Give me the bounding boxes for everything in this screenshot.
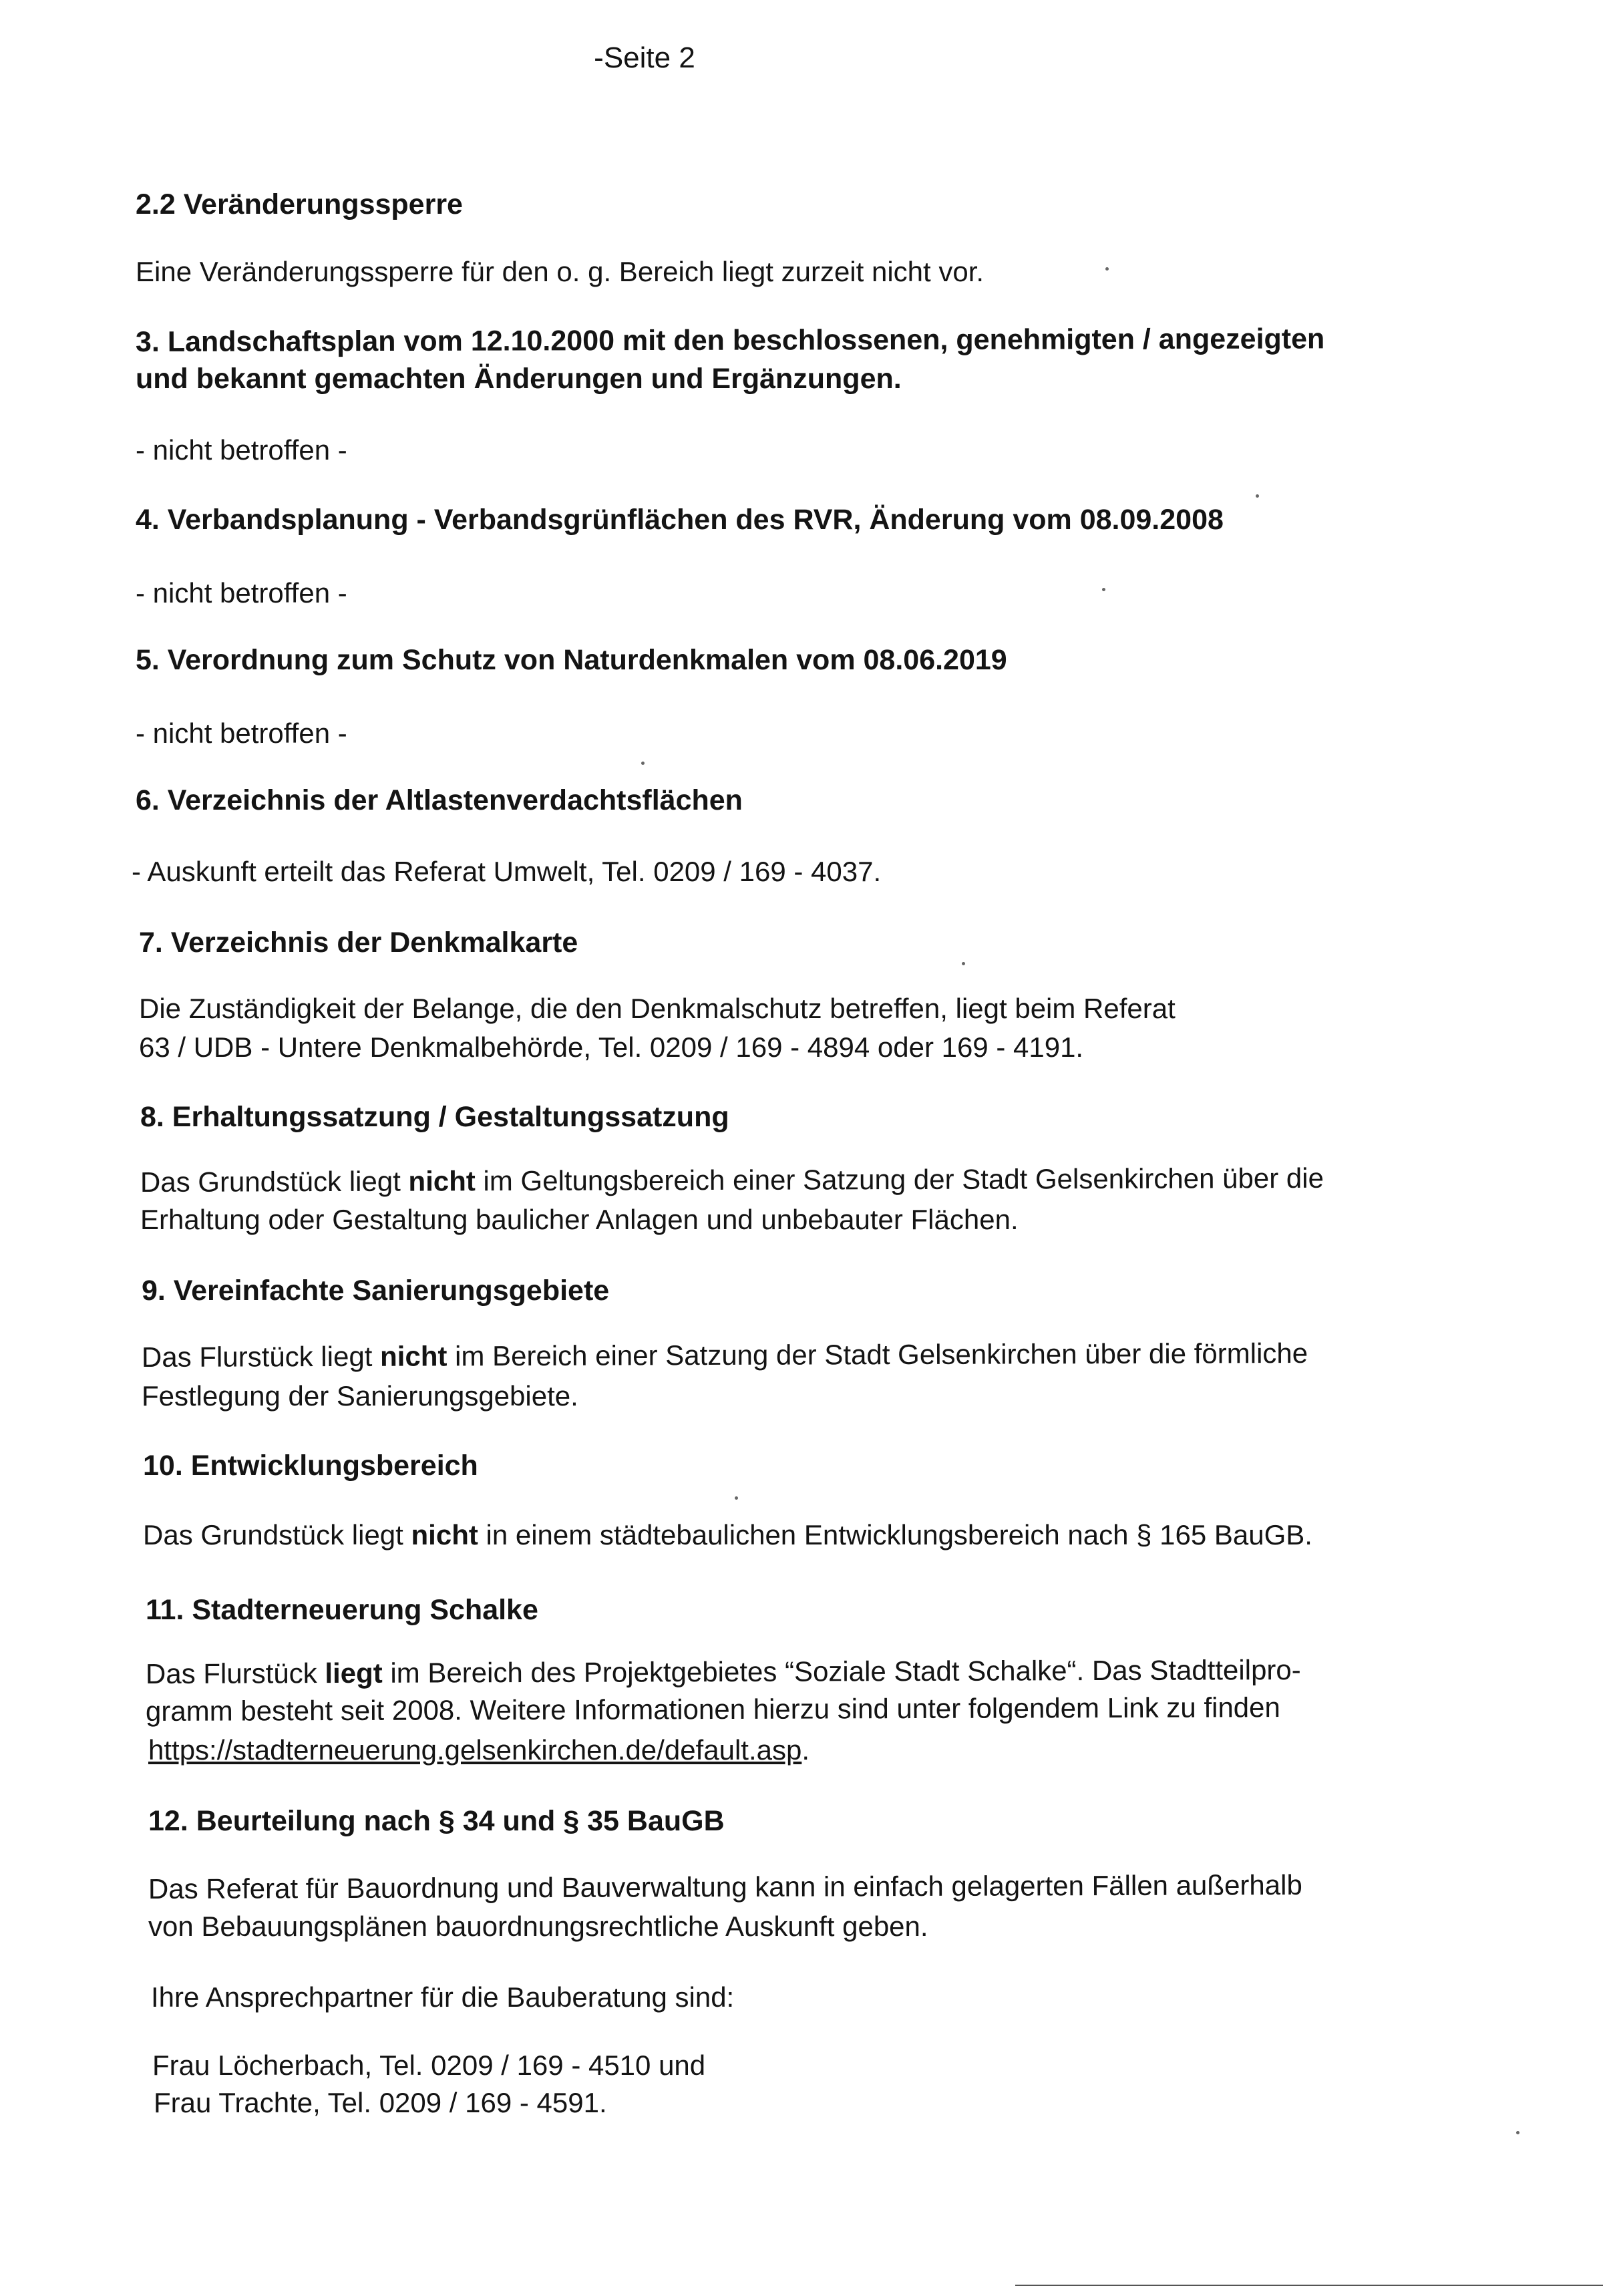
section-heading-2-2: 2.2 Veränderungssperre	[136, 188, 463, 220]
section-heading-3-line2: und bekannt gemachten Änderungen und Ergänzungen.	[136, 363, 902, 395]
section-heading-12: 12. Beurteilung nach § 34 und § 35 BauGB	[148, 1805, 725, 1837]
section-heading-11: 11. Stadterneuerung Schalke	[146, 1594, 538, 1626]
scan-speck	[1102, 588, 1105, 591]
section-heading-6: 6. Verzeichnis der Altlastenverdachtsflächen	[136, 784, 743, 816]
section-text-4: - nicht betroffen -	[136, 577, 347, 609]
section-text-8-line1: Das Grundstück liegt nicht im Geltungsbereich einer Satzung der Stadt Gelsenkirchen über die	[140, 1162, 1324, 1198]
scan-speck	[962, 962, 965, 965]
contact-intro: Ihre Ansprechpartner für die Bauberatung sind:	[151, 1981, 735, 2013]
page-number-header: -Seite 2	[594, 41, 695, 74]
contact-loecherbach: Frau Löcherbach, Tel. 0209 / 169 - 4510 und	[152, 2049, 706, 2081]
section-heading-7: 7. Verzeichnis der Denkmalkarte	[139, 927, 578, 959]
emphasis-nicht: nicht	[408, 1165, 476, 1197]
section-heading-3-line1: 3. Landschaftsplan vom 12.10.2000 mit den beschlossenen, genehmigten / angezeigten	[135, 323, 1325, 358]
section-text-8-line2: Erhaltung oder Gestaltung baulicher Anlagen und unbebauter Flächen.	[140, 1204, 1019, 1235]
section-text-12-line1: Das Referat für Bauordnung und Bauverwaltung kann in einfach gelagerten Fällen außerhalb	[148, 1868, 1302, 1905]
scan-speck	[1105, 267, 1109, 271]
section-text-11-line3: https://stadterneuerung.gelsenkirchen.de/default.asp.	[148, 1734, 810, 1766]
scan-speck	[1256, 494, 1259, 498]
section-heading-9: 9. Vereinfachte Sanierungsgebiete	[142, 1275, 610, 1307]
scan-speck	[735, 1496, 738, 1500]
bottom-rule	[1015, 2285, 1603, 2286]
section-text-11-line1: Das Flurstück liegt im Bereich des Projektgebietes “Soziale Stadt Schalke“. Das Stadtteilpro-	[145, 1653, 1301, 1689]
section-text-10: Das Grundstück liegt nicht in einem städtebaulichen Entwicklungsbereich nach § 165 BauGB.	[143, 1519, 1312, 1550]
section-text-11-line2: gramm besteht seit 2008. Weitere Informationen hierzu sind unter folgendem Link zu finden	[145, 1691, 1280, 1727]
section-text-7-line1: Die Zuständigkeit der Belange, die den Denkmalschutz betreffen, liegt beim Referat	[139, 993, 1176, 1024]
section-heading-5: 5. Verordnung zum Schutz von Naturdenkmalen vom 08.06.2019	[136, 644, 1007, 676]
section-heading-10: 10. Entwicklungsbereich	[143, 1450, 478, 1482]
section-text-3: - nicht betroffen -	[136, 434, 347, 466]
scan-speck	[1516, 2131, 1519, 2134]
section-text-7-line2: 63 / UDB - Untere Denkmalbehörde, Tel. 0209 / 169 - 4894 oder 169 - 4191.	[139, 1031, 1084, 1063]
section-heading-8: 8. Erhaltungssatzung / Gestaltungssatzung	[140, 1101, 729, 1133]
section-text-12-line2: von Bebauungsplänen bauordnungsrechtliche Auskunft geben.	[148, 1911, 928, 1942]
scan-speck	[641, 762, 645, 765]
emphasis-liegt: liegt	[325, 1657, 383, 1689]
section-text-9-line1: Das Flurstück liegt nicht im Bereich einer Satzung der Stadt Gelsenkirchen über die förmliche	[141, 1337, 1308, 1373]
emphasis-nicht: nicht	[380, 1340, 448, 1372]
section-heading-4: 4. Verbandsplanung - Verbandsgrünflächen des RVR, Änderung vom 08.09.2008	[136, 504, 1224, 536]
section-text-5: - nicht betroffen -	[136, 717, 347, 749]
stadterneuerung-link[interactable]: https://stadterneuerung.gelsenkirchen.de/default.asp	[148, 1734, 802, 1766]
contact-trachte: Frau Trachte, Tel. 0209 / 169 - 4591.	[154, 2087, 607, 2118]
section-text-6: - Auskunft erteilt das Referat Umwelt, Tel. 0209 / 169 - 4037.	[132, 856, 882, 887]
section-text-2-2: Eine Veränderungssperre für den o. g. Bereich liegt zurzeit nicht vor.	[136, 256, 985, 287]
section-text-9-line2: Festlegung der Sanierungsgebiete.	[142, 1380, 578, 1412]
emphasis-nicht: nicht	[411, 1519, 478, 1550]
